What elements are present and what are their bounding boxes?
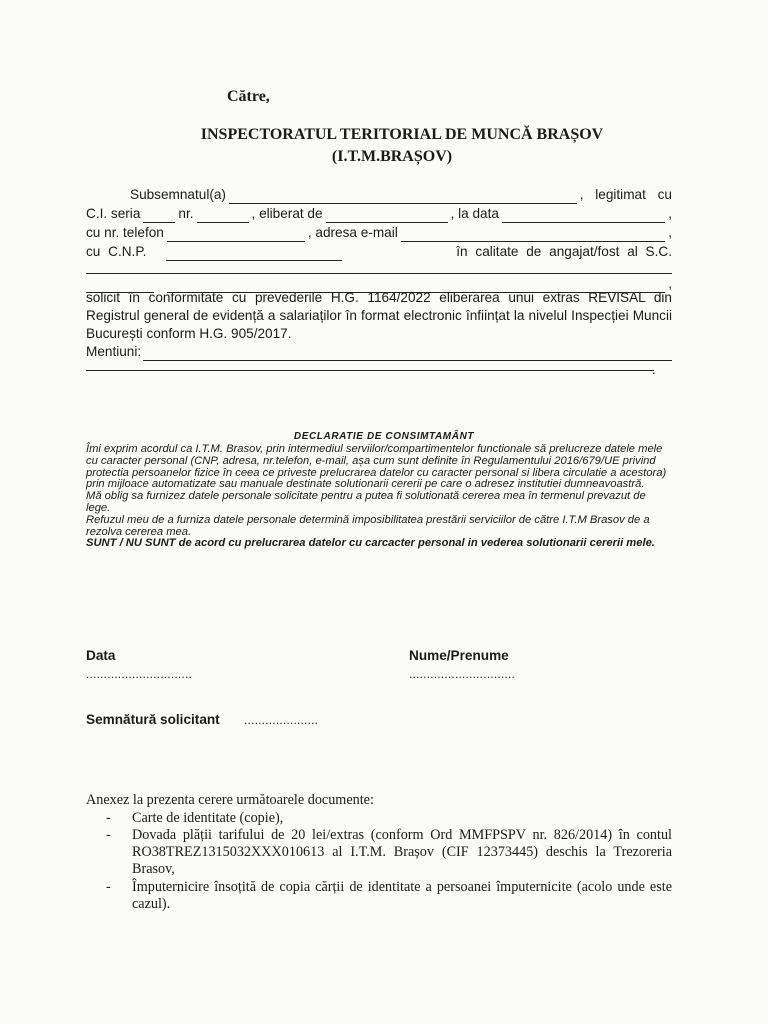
name-field[interactable]	[229, 189, 577, 204]
signature-label: Semnătură solicitant	[86, 712, 220, 727]
form-line-id	[86, 204, 672, 223]
institution-abbreviation: (I.T.M.BRAȘOV)	[331, 148, 453, 165]
form-line-name	[86, 185, 672, 204]
annex-list	[86, 810, 672, 913]
name-label: Nume/Prenume	[409, 648, 509, 663]
annex-section	[86, 792, 672, 913]
institution-name: INSPECTORATUL TERITORIAL DE MUNCĂ BRAȘOV	[200, 126, 604, 143]
la-data-label: , la data	[450, 206, 499, 221]
cnp-label: cu C.N.P.	[86, 244, 147, 259]
end-dot: .	[652, 362, 656, 377]
addressee: Către,	[227, 88, 270, 105]
telefon-label: cu nr. telefon	[86, 225, 164, 240]
form-line-contact	[86, 223, 672, 242]
request-paragraph	[86, 289, 672, 343]
email-field[interactable]	[401, 227, 665, 242]
legitimat-label: , legitimat cu	[579, 187, 672, 202]
comma-2: ,	[668, 225, 672, 240]
mentions-line	[86, 343, 672, 361]
name-signature-field[interactable]: ..............................	[409, 667, 516, 681]
ci-series-field[interactable]	[143, 208, 175, 223]
declaration-body	[86, 444, 672, 550]
ci-seria-label: C.I. seria	[86, 206, 141, 221]
declaration-title: DECLARATIE DE CONSIMTAMÂNT	[293, 431, 475, 442]
applicant-form	[86, 185, 672, 293]
subsemnatul-label: Subsemnatul(a)	[130, 187, 226, 202]
annex-item-id-card: - Carte de identitate (copie),	[106, 810, 284, 826]
email-label: , adresa e-mail	[307, 225, 398, 240]
request-text: solicit în conformitate cu prevederile H.G. 1164/2022 eliberarea unui extras REVISAL din Registrul general de evidență a salariaților în format electronic înființat la nivelul Inspecției Muncii București conform H.G. 905/2017.	[86, 290, 672, 341]
declaration-paragraph-1: Îmi exprim acordul ca I.T.M. Brasov, prin intermediul serviilor/compartimentelor functionale să prelucreze datele mele cu caracter personal (CNP, adresa, nr.telefon, e-mail, așa cum sunt definite în Regulamentului 2016/679/UE privind protectia persoanelor fizice în ceea ce priveste prelucrarea datelor cu caracter personal si libera circulatie a acestora) prin mijloace automatizate sau manuale destinate solutionarii cererii pe care o adresez institutiei dumneavoastră.	[86, 443, 667, 491]
declaration-paragraph-3: Refuzul meu de a furniza datele personale determină imposibilitatea prestării serviciilor de către I.T.M Brasov de a rezolva cererea mea.	[86, 513, 650, 538]
declaration-consent-choice: SUNT / NU SUNT de acord cu prelucrarea datelor cu carcacter personal in vederea solutionarii cererii mele.	[86, 537, 655, 550]
signature-field[interactable]: .....................	[244, 713, 319, 727]
ci-number-field[interactable]	[197, 208, 249, 223]
form-line-cnp	[86, 242, 672, 261]
mentiuni-label: Mentiuni:	[86, 344, 142, 359]
issue-date-field[interactable]	[502, 208, 665, 223]
mentions-field[interactable]	[143, 347, 672, 361]
comma-3: ,	[668, 276, 672, 291]
annex-item-payment-proof: - Dovada plății tarifului de 20 lei/extras (conform Ord MMFPSPV nr. 826/2014) în contul RO38TREZ1315032XXX010613 al I.T.M. Brașov (CIF 12373445) deschis la Trezoreria Brasov,	[106, 827, 672, 877]
mentions-field-line-2[interactable]	[86, 362, 654, 371]
annex-intro: Anexez la prezenta cerere următoarele documente:	[86, 792, 374, 808]
annex-item-power-of-attorney: - Împuternicire însoțită de copia cărții de identitate a persoanei împuternicite (acolo unde este cazul).	[106, 879, 672, 912]
phone-field[interactable]	[167, 227, 305, 242]
issued-by-field[interactable]	[326, 208, 448, 223]
date-label: Data	[86, 648, 116, 663]
declaration-paragraph-2: Mă oblig sa furnizez datele personale solicitate pentru a putea fi solutionată cererea mea în termenul prevazut de lege.	[86, 490, 646, 514]
comma-1: ,	[668, 206, 672, 221]
nr-label: nr.	[178, 206, 194, 221]
calitate-label: în calitate de angajat/fost al S.C.	[456, 244, 672, 259]
date-field[interactable]: ..............................	[86, 667, 193, 681]
eliberat-label: , eliberat de	[251, 206, 323, 221]
cnp-field[interactable]	[166, 246, 342, 261]
